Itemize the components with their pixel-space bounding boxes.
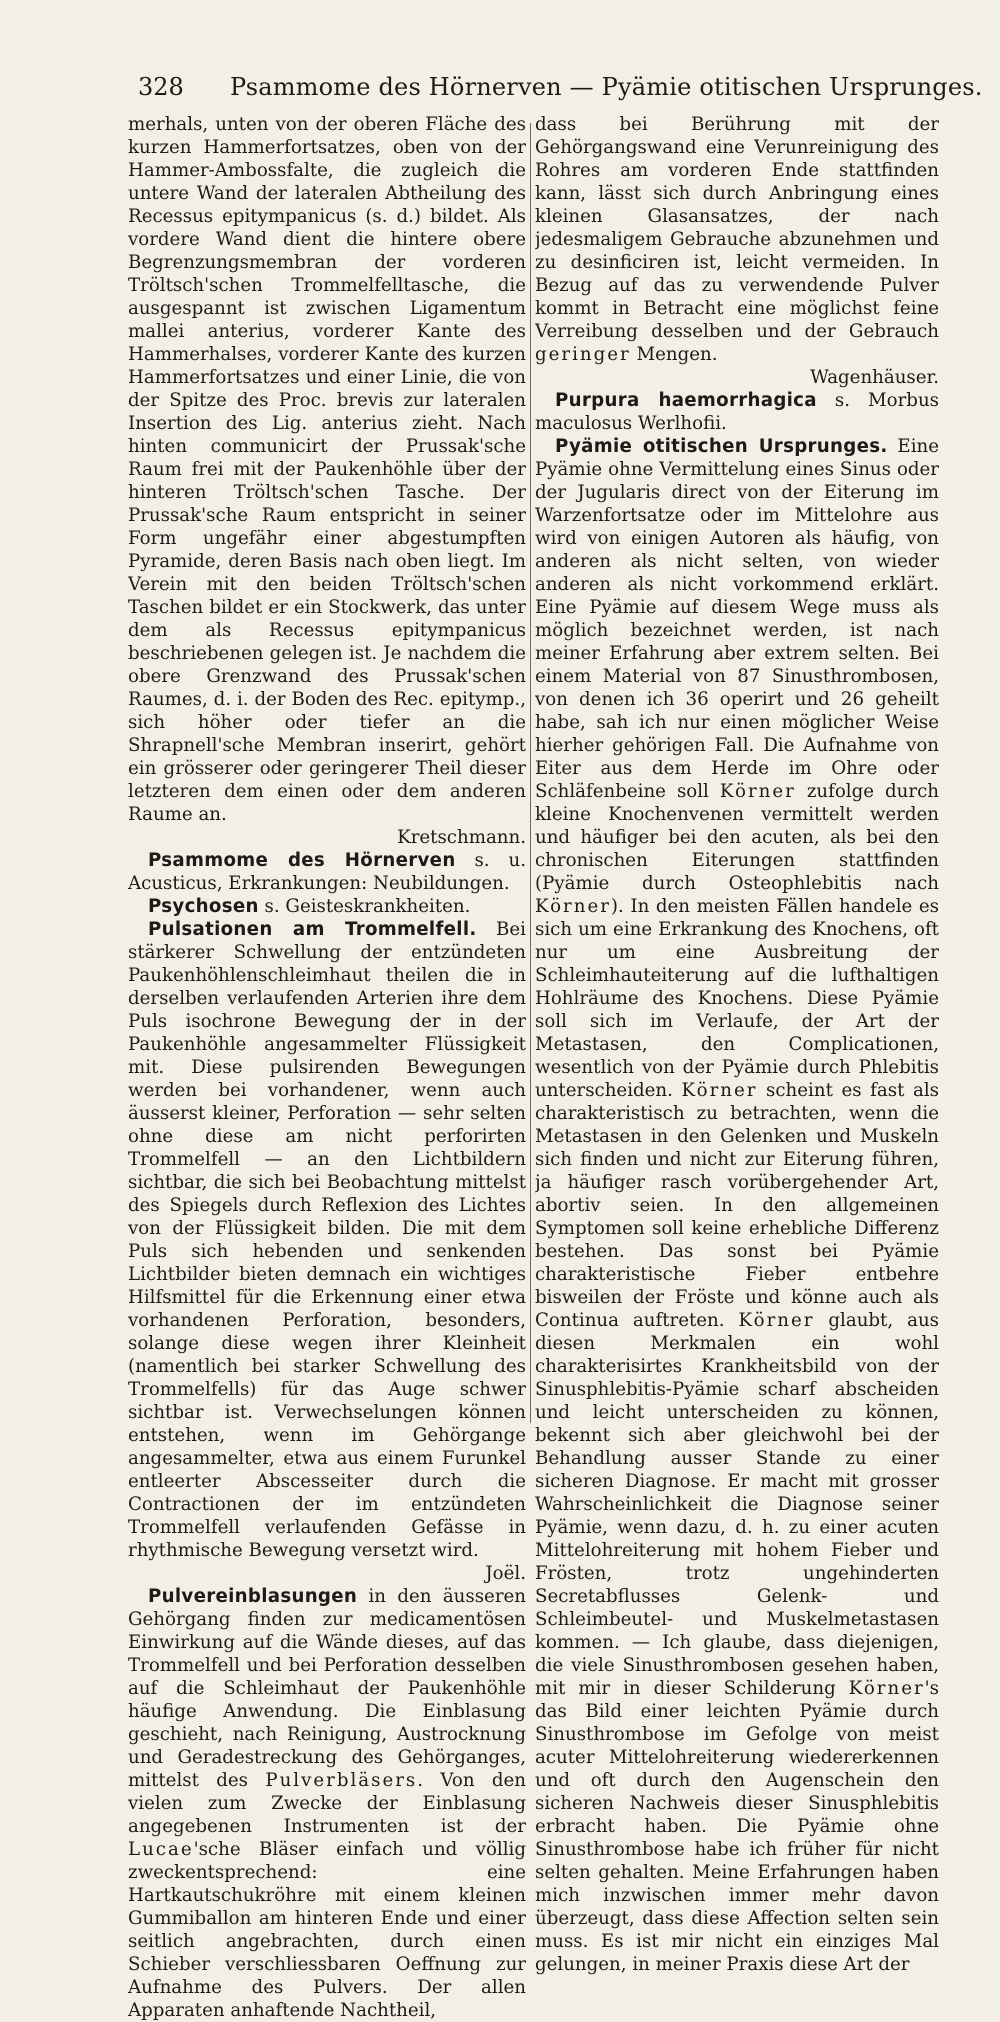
spaced-name: Körner — [535, 896, 611, 917]
column-divider — [530, 123, 531, 1423]
entry-pulsationen — [128, 918, 526, 1562]
entry-headword: Purpura haemorrhagica — [555, 390, 817, 411]
entry-text: zufolge durch kleine Knochenvenen vermittelt werden und häufiger bei den acuten, als bei den chronischen Eiterungen stattfinden (Pyämie durch Osteophlebitis nach — [535, 781, 939, 894]
entry-psychosen — [128, 895, 526, 918]
author-signature: Kretschmann. — [397, 827, 526, 848]
entry-text: s. Morbus maculosus Werlhofii. — [535, 390, 939, 434]
entry-headword: Psychosen — [148, 896, 259, 917]
entry-pyaemie — [535, 435, 939, 1976]
entry-headword: Pulvereinblasungen — [148, 1586, 358, 1607]
entry-text: 's das Bild einer leichten Pyämie durch Sinusthrombose im Gefolge von meist acuter Mittelohreiterung wiedererkennen und oft durch den Augenschein den sicheren Nachweis dieser Sinusphlebitis erbracht haben. Die Pyämie ohne Sinusthrombose habe ich früher für nicht selten gehalten. Meine Erfahrungen haben mich inzwischen immer mehr davon überzeugt, dass diese Affection selten sein muss. Es ist mir nicht ein einziges Mal gelungen, in meiner Praxis diese Art der — [535, 1678, 939, 1975]
paragraph-text: merhals, unten von der oberen Fläche des kurzen Hammerfortsatzes, oben von der Hammer-Ambossfalte, die zugleich die untere Wand der lateralen Abtheilung des Recessus epitympanicus (s. d.) bildet. Als vordere Wand dient die hintere obere Begrenzungsmembran der vorderen Tröltsch'schen Trommelfelltasche, die ausgespannt ist zwischen Ligamentum mallei anterius, vorderer Kante des Hammerhalses, vorderer Kante des kurzen Hammerfortsatzes und einer Linie, die von der Spitze des Proc. brevis zur lateralen Insertion des Lig. anterius zieht. Nach hinten communicirt der Prussak'sche Raum frei mit der Paukenhöhle über der hinteren Tröltsch'schen Tasche. Der Prussak'sche Raum entspricht in seiner Form ungefähr einer abgestumpften Pyramide, deren Basis nach oben liegt. Im Verein mit den beiden Tröltsch'schen Taschen bildet er ein Stockwerk, das unter dem als Recessus epitympanicus beschriebenen gelegen ist. Je nachdem die obere Grenzwand des Prussak'schen Raumes, d. i. der Boden des Rec. epitymp., sich höher oder tiefer an die Shrapnell'sche Membran inserirt, gehört ein grösserer oder geringerer Theil dieser letzteren dem einen oder dem anderen Raume an. — [128, 114, 526, 825]
continued-paragraph — [535, 113, 939, 366]
page-number: 328 — [138, 73, 184, 101]
spaced-name: Körner — [738, 1310, 815, 1331]
entry-headword: Pulsationen am Trommelfell. — [148, 919, 477, 940]
spaced-name: Körner — [848, 1678, 925, 1699]
entry-text: s. Geisteskrankheiten. — [258, 896, 471, 917]
entry-text: s. u. Acusticus, Erkrankungen: Neubildungen. — [128, 850, 526, 894]
entry-text: in den äusseren Gehörgang finden zur medicamentösen Einwirkung auf die Wände dieses, auf das Trommelfell und bei Perforation desselben auf die Schleimhaut der Paukenhöhle häufige Anwendung. Die Einblasung geschieht, nach Reinigung, Austrocknung und Geradestreckung des Gehörganges, mittelst des — [128, 1586, 526, 1791]
right-column — [535, 113, 939, 1976]
spaced-name: Körner — [719, 781, 796, 802]
entry-psammome — [128, 849, 526, 895]
entry-text: ). In den meisten Fällen handele es sich um eine Erkrankung des Knochens, oft nur um eine Ausbreitung der Schleimhauteiterung auf die lufthaltigen Hohlräume des Knochens. Diese Pyämie soll sich im Verlaufe, der Art der Metastasen, den Complicationen, wesentlich von der Pyämie durch Phlebitis unterscheiden. — [535, 896, 939, 1101]
entry-text: . Von den vielen zum Zwecke der Einblasung angegebenen Instrumenten ist der — [128, 1770, 526, 1837]
entry-text: Bei stärkerer Schwellung der entzündeten Paukenhöhlenschleimhaut theilen die in derselben verlaufenden Arterien ihre dem Puls isochrone Bewegung der in der Paukenhöhle angesammelter Flüssigkeit mit. Diese pulsirenden Bewegungen werden bei vorhandener, wenn auch äusserst kleiner, Perforation — sehr selten ohne diese am nicht perforirten Trommelfell — an den Lichtbildern sichtbar, die sich bei Beobachtung mittelst des Spiegels durch Reflexion des Lichtes von der Flüssigkeit bilden. Die mit dem Puls sich hebenden und senkenden Lichtbilder bieten demnach ein wichtiges Hilfsmittel für die Erkennung einer etwa vorhandenen Perforation, besonders, solange diese wegen ihrer Kleinheit (namentlich bei starker Schwellung des Trommelfells) für das Auge schwer sichtbar ist. Verwechselungen können entstehen, wenn im Gehörgange angesammelter, etwa aus einem Furunkel entleerter Abscesseiter durch die Contractionen der im entzündeten Trommelfell verlaufenden Gefässe in rhythmische Bewegung versetzt wird. — [128, 919, 526, 1561]
entry-text: glaubt, aus diesen Merkmalen ein wohl charakterisirtes Krankheitsbild von der Sinusphlebitis-Pyämie scharf abscheiden und leicht unterscheiden zu können, bekennt sich aber gleichwohl bei der Behandlung ausser Stande zu einer sicheren Diagnose. Er macht mit grosser Wahrscheinlichkeit die Diagnose seiner Pyämie, wenn dazu, d. h. zu einer acuten Mittelohreiterung mit hohem Fieber und Frösten, trotz ungehinderten Secretabflusses Gelenk- und Schleimbeutel- und Muskelmetastasen kommen. — Ich glaube, dass diejenigen, die viele Sinusthrombosen gesehen haben, mit mir in dieser Schilderung — [535, 1310, 939, 1699]
spaced-term: Pulverbläsers — [265, 1770, 418, 1791]
continued-paragraph — [128, 113, 526, 826]
running-head-title: Psammome des Hörnerven — Pyämie otitischen Ursprunges. — [230, 73, 983, 101]
left-column — [128, 113, 526, 2022]
entry-text: 'sche Bläser einfach und völlig zweckentsprechend: eine Hartkautschukröhre mit einem kleinen Gummiballon am hinteren Ende und einer seitlich angebrachten, durch einen Schieber verschliessbaren Oeffnung zur Aufnahme des Pulvers. Der allen Apparaten anhaftende Nachtheil, — [128, 1839, 526, 2021]
paragraph-text: dass bei Berührung mit der Gehörgangswand eine Verunreinigung des Rohres am vorderen Ende stattfinden kann, lässt sich durch Anbringung eines kleinen Glasansatzes, der nach jedesmaligem Gebrauche abzunehmen und zu desinficiren ist, leicht vermeiden. In Bezug auf das zu verwendende Pulver kommt in Betracht eine möglichst feine Verreibung desselben und der Gebrauch — [535, 114, 939, 342]
entry-text: Eine Pyämie ohne Vermittelung eines Sinus oder der Jugularis direct von der Eiterung im Warzenfortsatze oder im Mittelohre aus wird von einigen Autoren als häufig, von anderen als nicht selten, von wieder anderen als nicht vorkommend erklärt. Eine Pyämie auf diesem Wege muss als möglich bezeichnet werden, ist nach meiner Erfahrung aber extrem selten. Bei einem Material von 87 Sinusthrombosen, von denen ich 36 operirt und 26 geheilt habe, sah ich nur einen möglicher Weise hierher gehörigen Fall. Die Aufnahme von Eiter aus dem Herde im Ohre oder Schläfenbeine soll — [535, 436, 939, 802]
author-signature: Joël. — [485, 1563, 526, 1584]
spaced-name: Körner — [681, 1080, 758, 1101]
paragraph-text: Mengen. — [630, 344, 718, 365]
entry-text: scheint es fast als charakteristisch zu betrachten, wenn die Metastasen in den Gelenken und Muskeln sich finden und nicht zur Eiterung führen, ja häufiger rasch vorübergehender Art, abortiv seien. In den allgemeinen Symptomen soll keine erhebliche Differenz bestehen. Das sonst bei Pyämie charakteristische Fieber entbehre bisweilen der Fröste und könne auch als Continua auftreten. — [535, 1080, 939, 1331]
spaced-term: geringer — [535, 344, 631, 365]
author-signature: Wagenhäuser. — [810, 367, 939, 388]
entry-headword: Psammome des Hörnerven — [148, 850, 456, 871]
entry-purpura — [535, 389, 939, 435]
entry-headword: Pyämie otitischen Ursprunges. — [555, 436, 888, 457]
entry-pulvereinblasungen — [128, 1585, 526, 2022]
spaced-name: Lucae — [128, 1839, 194, 1860]
running-header — [138, 72, 983, 102]
